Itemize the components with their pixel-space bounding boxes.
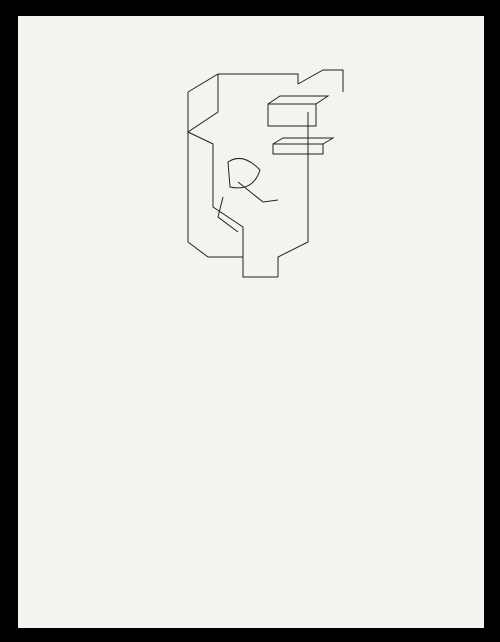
side-label (464, 286, 476, 396)
parts-table (30, 374, 448, 384)
parts-list-page (18, 16, 484, 628)
ice-maker-exploded-diagram (168, 52, 358, 287)
section-note (30, 374, 448, 384)
